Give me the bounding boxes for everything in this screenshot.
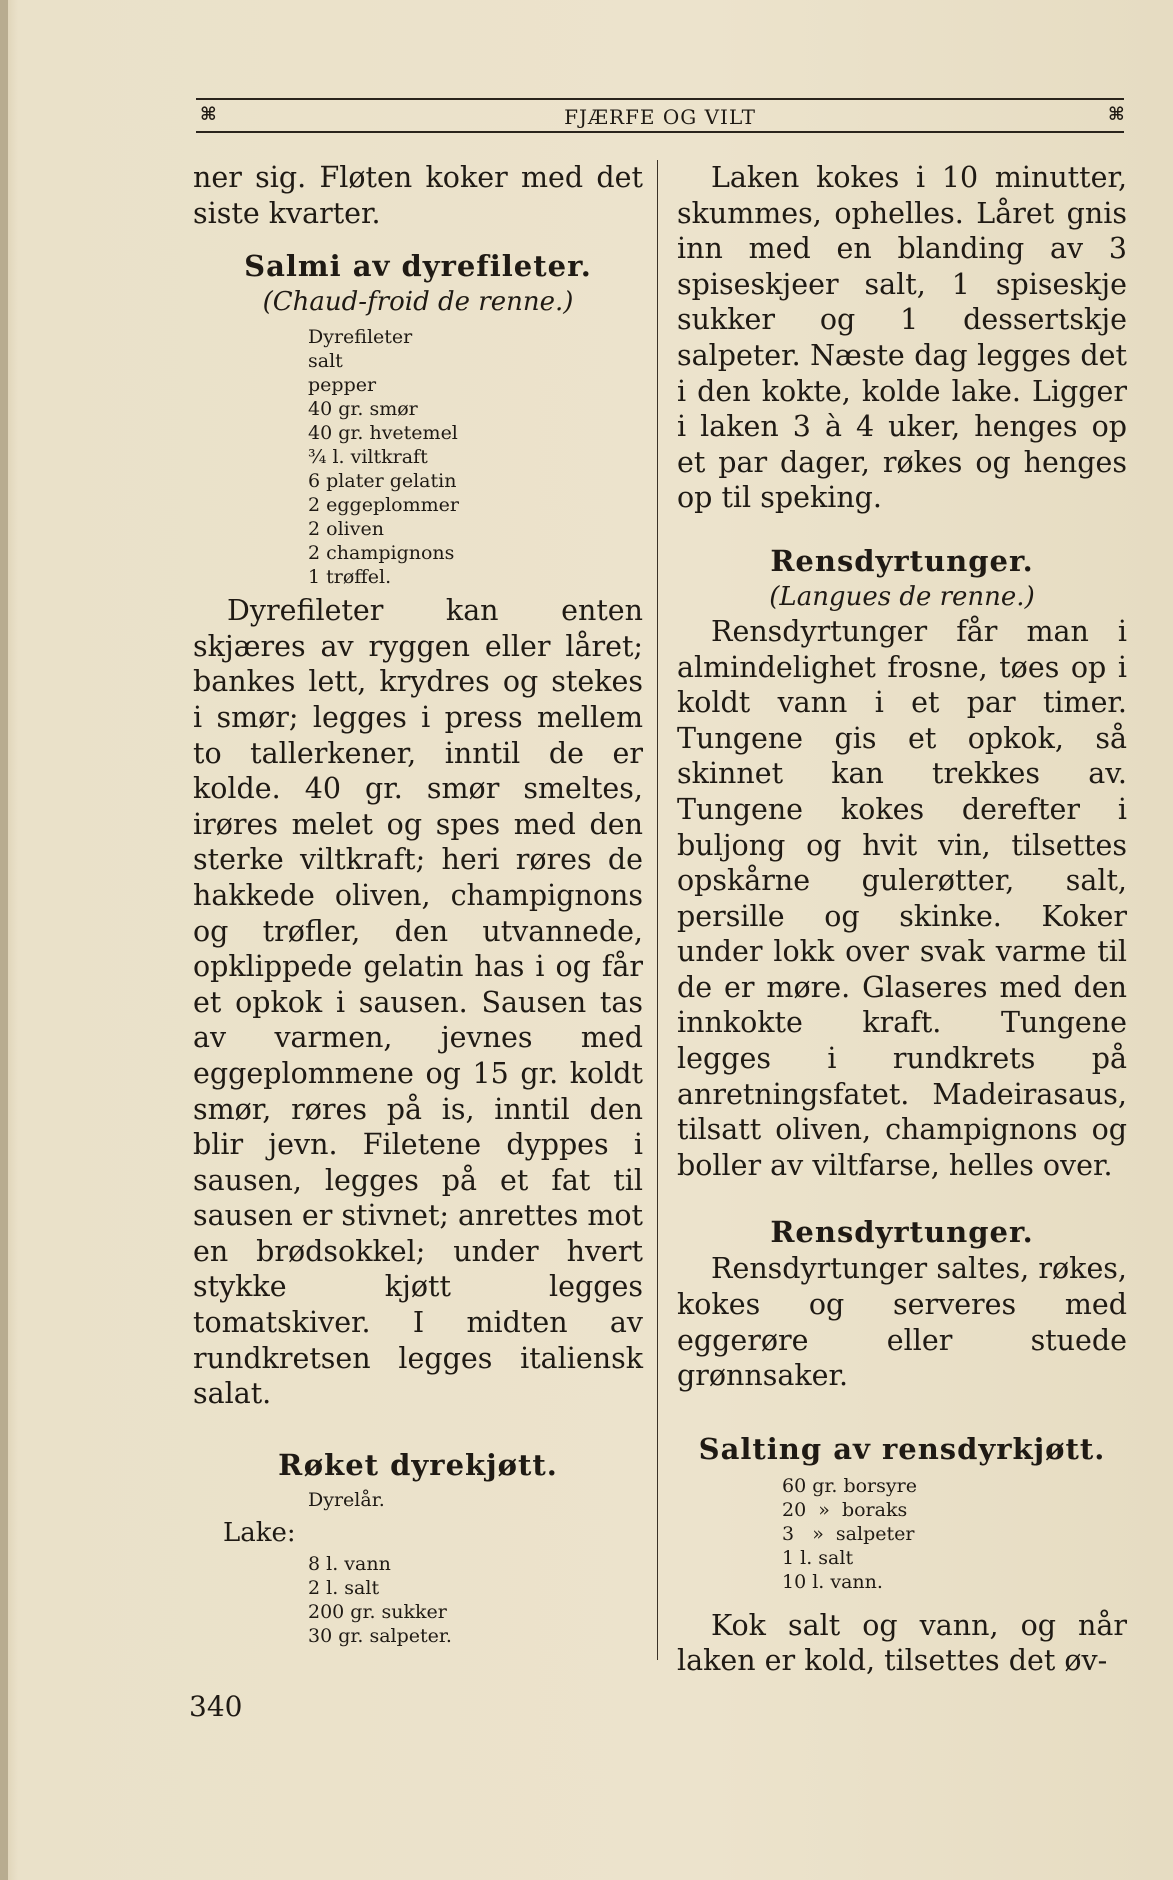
- recipe-body-salmi: Dyrefileter kan enten skjæres av ryggen eller låret; bankes lett, krydres og stekes i smør; legges i press mellem to tallerkener, inntil de er kolde. 40 gr. smør smeltes, irøres melet og spes med den sterke viltkraft; heri røres de hakkede oliven, champignons og trøfler, den utvannede, opklippede gelatin has i og får et opkok i sausen. Sausen tas av varmen, jevnes med eggeplommene og 15 gr. koldt smør, røres på is, inntil den blir jevn. Filetene dyppes i sausen, legges på et fat til sausen er stivnet; anrettes mot en brødsokkel; under hvert stykke kjøtt legges tomatskiver. I midten av rundkretsen legges italiensk salat.: [193, 594, 643, 1411]
- intro-paragraph: ner sig. Fløten koker med det siste kvarter.: [193, 161, 643, 230]
- ingredient: Dyrefileter: [308, 326, 413, 349]
- ingredient: 40 gr. hvetemel: [308, 422, 458, 445]
- ingredient: 30 gr. salpeter.: [308, 1624, 452, 1647]
- column-divider: [657, 160, 658, 1660]
- recipe-title-salmi: Salmi av dyrefileter.: [244, 249, 592, 284]
- page-edge: [0, 0, 8, 1880]
- ingredient: 8 l. vann: [308, 1552, 391, 1575]
- ingredient-list-lake: [308, 1552, 643, 1648]
- left-column: [193, 160, 643, 1648]
- header-rule-bottom: [196, 131, 1124, 133]
- header-rule-top: [196, 98, 1124, 100]
- ingredient: salt: [308, 350, 343, 373]
- ingredient: 6 plater gelatin: [308, 470, 457, 493]
- lake-label: Lake:: [223, 1517, 296, 1548]
- running-header: FJÆRFE OG VILT: [564, 105, 756, 129]
- ingredient: 200 gr. sukker: [308, 1600, 447, 1623]
- recipe-subtitle-rensdyrtunger: (Langues de renne.): [769, 581, 1035, 612]
- continuation-paragraph: Laken kokes i 10 minutter, skummes, ophelles. Låret gnis inn med en blanding av 3 spiseskjeer salt, 1 spiseskje sukker og 1 dessertskje salpeter. Næste dag legges det i den kokte, kolde lake. Ligger i laken 3 à 4 uker, henges op et par dager, røkes og henges op til speking.: [677, 161, 1127, 515]
- recipe-body-rensdyrtunger-1: Rensdyrtunger får man i almindelighet frosne, tøes op i koldt vann i et par timer. Tungene gis et opkok, så skinnet kan trekkes av. Tungene kokes derefter i buljong og hvit vin, tilsettes opskårne gulerøtter, salt, persille og skinke. Koker under lokk over svak varme til de er møre. Glaseres med den innkokte kraft. Tungene legges i rundkrets på anretningsfatet. Madeirasaus, tilsatt oliven, champignons og boller av viltfarse, helles over.: [677, 614, 1127, 1182]
- ingredient: 20 » boraks: [782, 1498, 908, 1521]
- header-ornament-right: ⌘: [1108, 104, 1125, 125]
- ingredient: 1 l. salt: [782, 1546, 854, 1569]
- recipe-title-roket: Røket dyrekjøtt.: [278, 1447, 558, 1482]
- ingredient: 60 gr. borsyre: [782, 1474, 917, 1497]
- recipe-title-rensdyrtunger-1: Rensdyrtunger.: [770, 543, 1034, 578]
- ingredient: 2 oliven: [308, 518, 384, 541]
- recipe-title-rensdyrtunger-2: Rensdyrtunger.: [770, 1215, 1034, 1250]
- recipe-subtitle-salmi: (Chaud-froid de renne.): [262, 287, 574, 318]
- page-number: 340: [189, 1690, 243, 1723]
- recipe-body-rensdyrtunger-2: Rensdyrtunger saltes, røkes, kokes og serveres med eggerøre eller stuede grønnsaker.: [677, 1252, 1127, 1393]
- ingredient: 2 eggeplommer: [308, 494, 459, 517]
- ingredient: 40 gr. smør: [308, 398, 418, 421]
- ingredient: 10 l. vann.: [782, 1570, 883, 1593]
- right-column: [677, 160, 1127, 1679]
- ingredient-list-salmi: [308, 325, 643, 589]
- recipe-body-salting: Kok salt og vann, og når laken er kold, tilsettes det øv-: [677, 1608, 1127, 1678]
- ingredient: pepper: [308, 374, 377, 397]
- ingredient-list-salting: [782, 1474, 1127, 1594]
- header-ornament-left: ⌘: [200, 104, 217, 125]
- ingredient: 3 » salpeter: [782, 1522, 915, 1545]
- recipe-title-salting: Salting av rensdyrkjøtt.: [698, 1431, 1106, 1466]
- ingredient: 1 trøffel.: [308, 566, 392, 589]
- ingredient: ³⁄₄ l. viltkraft: [308, 446, 428, 469]
- ingredient: 2 champignons: [308, 542, 455, 565]
- ingredient: 2 l. salt: [308, 1576, 380, 1599]
- recipe-item-roket: Dyrelår.: [308, 1488, 385, 1511]
